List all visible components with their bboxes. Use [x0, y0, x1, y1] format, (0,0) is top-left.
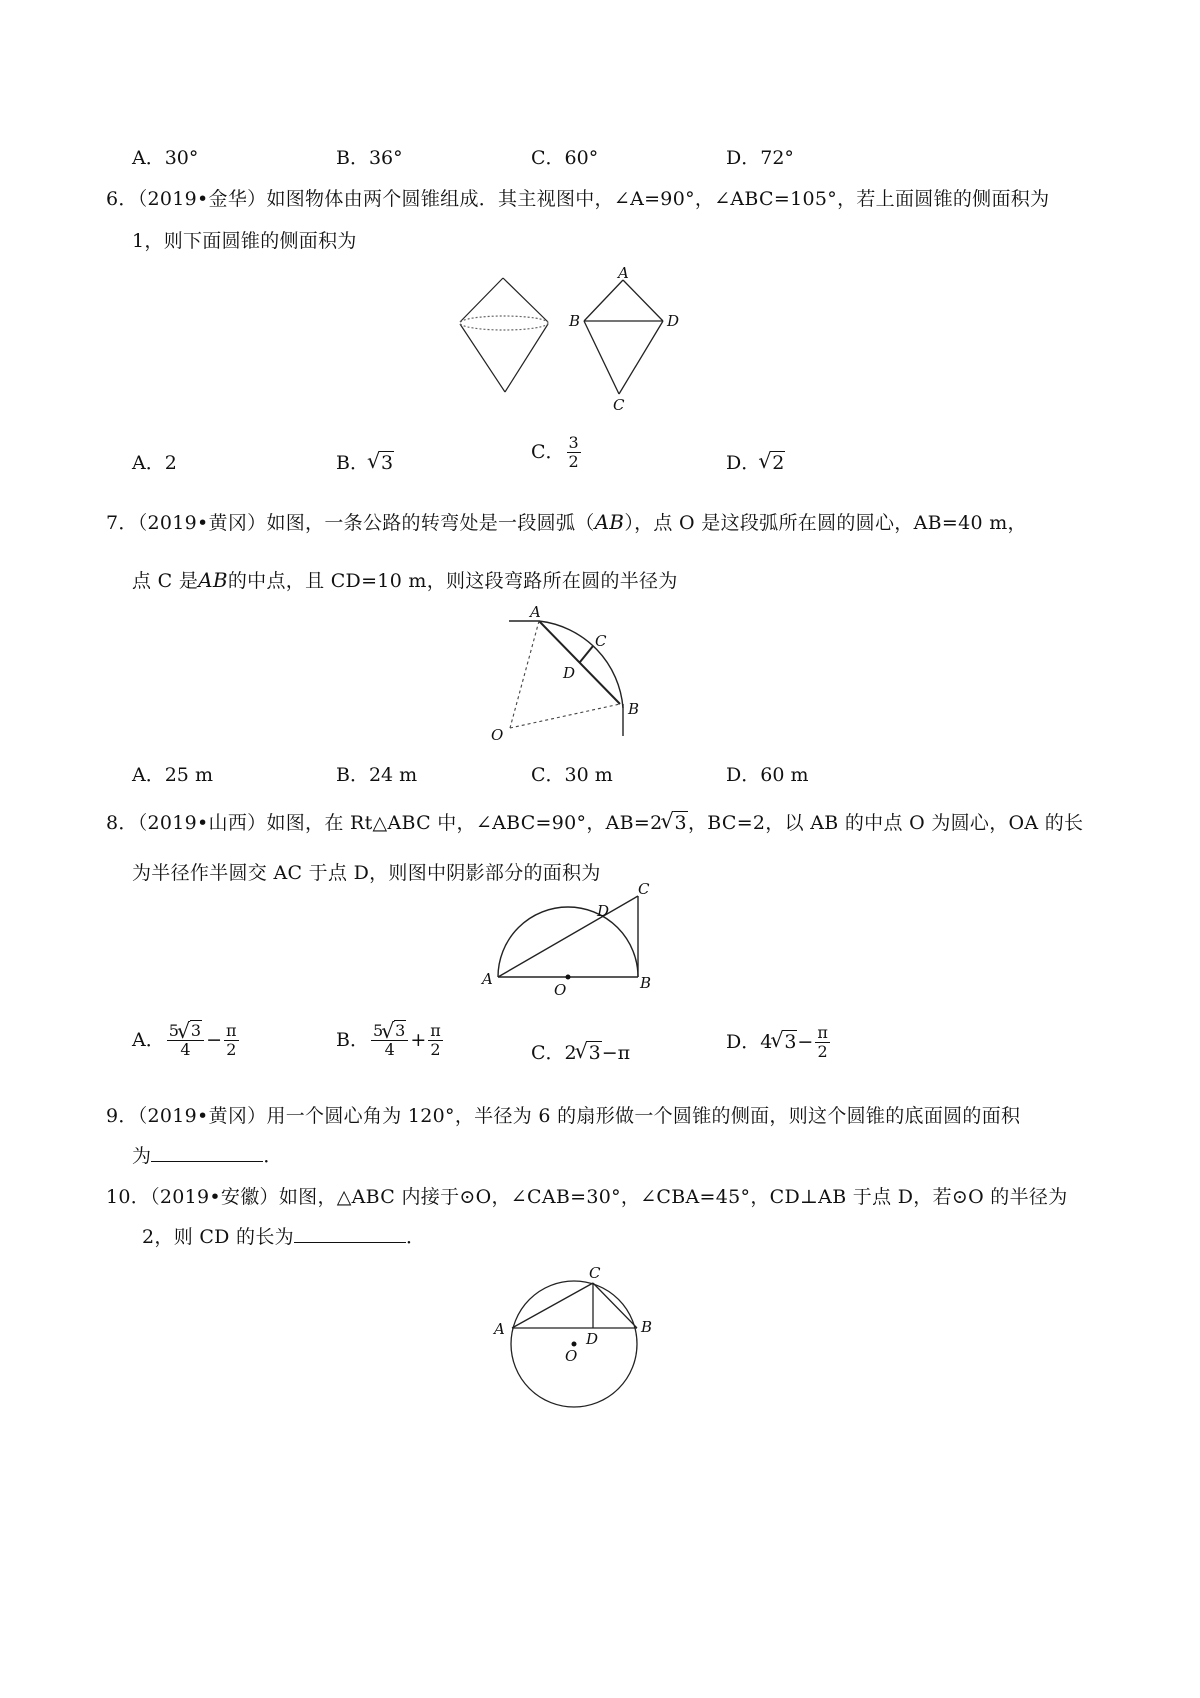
q8-label-a: A	[482, 970, 493, 988]
q8-label-o: O	[554, 981, 567, 999]
q8-option-c-prefix: C．2	[531, 1042, 577, 1064]
q7-arc-ab: AB	[594, 510, 625, 534]
q9-stem-line2-a: 为	[132, 1145, 152, 1167]
q6-label-a: A	[618, 264, 629, 282]
q8-stem-line1-b: ，BC=2，以 AB 的中点 O 为圆心，OA 的长	[687, 812, 1084, 834]
q7-label-b: B	[628, 700, 640, 718]
q8-stem-line1	[106, 808, 1083, 835]
q9-stem-line1: 9．（2019•黄冈）用一个圆心角为 120°，半径为 6 的扇形做一个圆锥的侧面，则这个圆锥的底面圆的面积	[106, 1105, 1021, 1127]
q6-option-b-sqrt	[369, 452, 394, 474]
q8-label-b: B	[640, 974, 652, 992]
q6-label-d: D	[667, 312, 680, 330]
q8-option-a-den: 4	[180, 1040, 191, 1060]
q10-stem-line2	[142, 1222, 425, 1249]
q6-option-c-numerator: 3	[568, 433, 579, 452]
q6-figure	[450, 262, 700, 417]
q6-option-c-prefix: C．	[531, 440, 565, 463]
q10-stem-line2-a: 2，则 CD 的长为	[142, 1226, 294, 1248]
q6-option-d-prefix: D．	[726, 452, 761, 474]
q8-option-d	[726, 1024, 832, 1062]
q8-option-a-frac1	[167, 1022, 204, 1060]
q8-option-b	[336, 1022, 445, 1060]
q10-stem-line1: 10．（2019•安徽）如图，△ABC 内接于⊙O，∠CAB=30°，∠CBA=45°，CD⊥AB 于点 D，若⊙O 的半径为	[106, 1186, 1068, 1208]
q10-label-b: B	[641, 1318, 653, 1336]
q6-option-d-radicand: 2	[772, 452, 785, 474]
q8-option-d-op: −	[797, 1030, 814, 1053]
q8-figure	[478, 880, 668, 1000]
q7-label-a: A	[530, 603, 541, 621]
q6-front-view	[584, 280, 663, 394]
q6-option-d-sqrt	[760, 452, 785, 474]
q10-stem-line2-b: ．	[405, 1226, 426, 1248]
q8-option-d-prefix: D．4	[726, 1030, 773, 1053]
q9-stem-line2	[132, 1141, 283, 1168]
q5-option-a: A．30°	[132, 147, 199, 169]
q7-label-o: O	[491, 726, 504, 744]
q6-option-b-radicand: 3	[380, 452, 394, 474]
q6-option-c	[531, 434, 583, 472]
q9-stem-line2-b: ．	[263, 1145, 283, 1167]
q7-option-d: D．60 m	[726, 764, 809, 786]
q6-option-d	[726, 448, 785, 475]
q8-option-b-prefix: B．	[336, 1028, 369, 1051]
q8-stem-radicand: 3	[674, 812, 687, 834]
q8-option-c-tail: −π	[601, 1042, 631, 1064]
q7-label-c: C	[595, 632, 607, 650]
q8-stem-line2: 为半径作半圆交 AC 于点 D，则图中阴影部分的面积为	[132, 862, 601, 884]
q8-option-d-sqrt: √ 3	[772, 1031, 797, 1053]
q7-stem-line1-b: ），点 O 是这段弧所在圆的圆心，AB=40 m，	[624, 512, 1027, 534]
q10-label-o: O	[565, 1347, 578, 1365]
q8-label-d: D	[597, 902, 610, 920]
q8-option-a	[132, 1022, 241, 1060]
q8-option-a-op: −	[206, 1028, 223, 1051]
q6-stem-line1: 6．（2019•金华）如图物体由两个圆锥组成．其主视图中，∠A=90°，∠ABC=105°，若上面圆锥的侧面积为	[106, 188, 1050, 210]
q5-option-b: B．36°	[336, 147, 403, 169]
q6-stem-line2: 1，则下面圆锥的侧面积为	[132, 230, 357, 252]
q7-option-b: B．24 m	[336, 764, 418, 786]
q7-stem-line2	[132, 566, 678, 593]
q10-label-d: D	[586, 1330, 599, 1348]
q6-option-a: A．2	[132, 452, 177, 474]
q7-label-d: D	[563, 664, 576, 682]
q7-stem-line2-a: 点 C 是	[132, 570, 199, 592]
q7-stem-line2-b: 的中点，且 CD=10 m，则这段弯路所在圆的半径为	[227, 570, 678, 592]
q6-option-c-fraction	[567, 434, 581, 472]
q10-label-a: A	[494, 1320, 505, 1338]
q6-option-b	[336, 448, 394, 475]
q8-option-c-sqrt: √ 3	[577, 1042, 602, 1064]
q8-option-b-den: 4	[384, 1040, 395, 1060]
q6-option-b-prefix: B．	[336, 452, 369, 474]
q9-answer-blank[interactable]	[151, 1147, 263, 1162]
q7-stem-line1	[106, 508, 1027, 535]
q7-stem-line1-a: 7．（2019•黄冈）如图，一条公路的转弯处是一段圆弧（	[106, 512, 595, 534]
q10-figure	[488, 1262, 668, 1417]
q8-option-a-frac2: $\frac{\pi}{2}$	[226, 1021, 237, 1060]
q8-option-d-frac: $\frac{\pi}{2}$	[817, 1023, 828, 1062]
q8-stem-sqrt	[663, 812, 688, 834]
q6-label-c: C	[613, 396, 625, 414]
q6-label-b: B	[569, 312, 581, 330]
q8-option-c	[531, 1038, 630, 1065]
q7-figure	[485, 600, 655, 750]
q8-option-a-num: 5√ 3	[167, 1022, 204, 1041]
q8-option-b-frac1	[371, 1022, 408, 1060]
q7-option-a: A．25 m	[132, 764, 213, 786]
q8-option-b-op: +	[410, 1028, 427, 1051]
q8-option-b-num: 5√ 3	[371, 1022, 408, 1041]
q7-arc-ab-2: AB	[198, 568, 228, 592]
q8-stem-line1-a: 8．（2019•山西）如图，在 Rt△ABC 中，∠ABC=90°，AB=2	[106, 812, 663, 834]
q10-answer-blank[interactable]	[294, 1228, 406, 1243]
q8-option-b-frac2: $\frac{\pi}{2}$	[430, 1021, 441, 1060]
q7-option-c: C．30 m	[531, 764, 613, 786]
q10-label-c: C	[589, 1264, 601, 1282]
q6-option-c-denominator: 2	[568, 452, 579, 472]
q8-option-a-prefix: A．	[132, 1028, 165, 1051]
q5-option-c: C．60°	[531, 147, 599, 169]
q5-option-d: D．72°	[726, 147, 794, 169]
q8-label-c: C	[638, 880, 650, 898]
q6-double-cone-drawing	[460, 278, 548, 392]
